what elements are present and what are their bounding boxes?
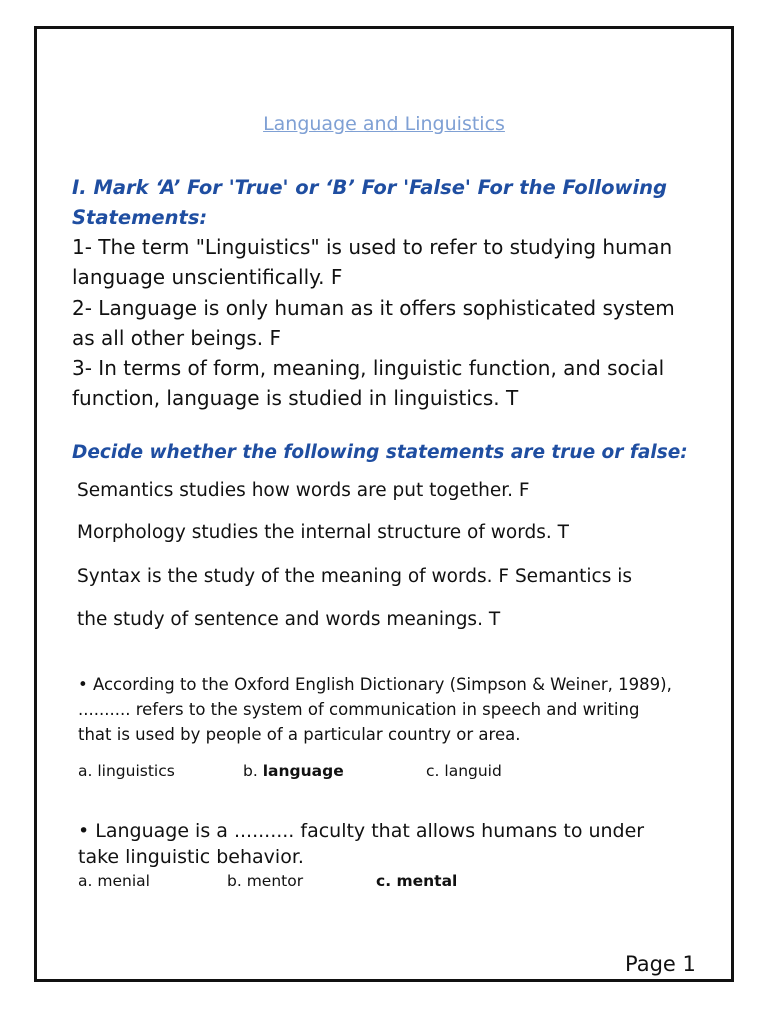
- statement-line: as all other beings. F: [72, 326, 281, 350]
- page-number: Page 1: [625, 952, 696, 976]
- question1-line: • According to the Oxford English Dictionary (Simpson & Weiner, 1989),: [78, 675, 672, 694]
- tf-statement: Semantics studies how words are put together. F: [77, 480, 530, 501]
- question2-option-b: b. mentor: [227, 872, 304, 890]
- question1-option-b: b. language: [243, 762, 344, 780]
- question2-option-a: a. menial: [78, 872, 150, 890]
- question1-line: that is used by people of a particular country or area.: [78, 725, 521, 744]
- tf-statement: the study of sentence and words meanings. T: [77, 609, 501, 630]
- question1-option-a: a. linguistics: [78, 762, 175, 780]
- statement-line: function, language is studied in linguistics. T: [72, 386, 519, 410]
- section1-heading-line1: I. Mark ‘A’ For 'True' or ‘B’ For 'False' For the Following: [72, 176, 668, 199]
- statement-line: 2- Language is only human as it offers sophisticated system: [72, 296, 675, 320]
- section2-heading: Decide whether the following statements are true or false:: [72, 442, 688, 463]
- tf-statement: Morphology studies the internal structure of words. T: [77, 522, 569, 543]
- question2-option-c: c. mental: [376, 872, 458, 890]
- document-title[interactable]: Language and Linguistics: [263, 113, 505, 135]
- tf-statement: Syntax is the study of the meaning of words. F Semantics is: [77, 566, 633, 587]
- section1-heading-line2: Statements:: [72, 206, 208, 229]
- question1-line: .......... refers to the system of communication in speech and writing: [78, 700, 640, 719]
- question2-line: • Language is a .......... faculty that allows humans to under: [78, 820, 645, 842]
- question2-line: take linguistic behavior.: [78, 846, 304, 868]
- question1-option-c: c. languid: [426, 762, 502, 780]
- statement-line: 3- In terms of form, meaning, linguistic function, and social: [72, 356, 665, 380]
- statement-line: 1- The term "Linguistics" is used to refer to studying human: [72, 235, 673, 259]
- statement-line: language unscientifically. F: [72, 265, 343, 289]
